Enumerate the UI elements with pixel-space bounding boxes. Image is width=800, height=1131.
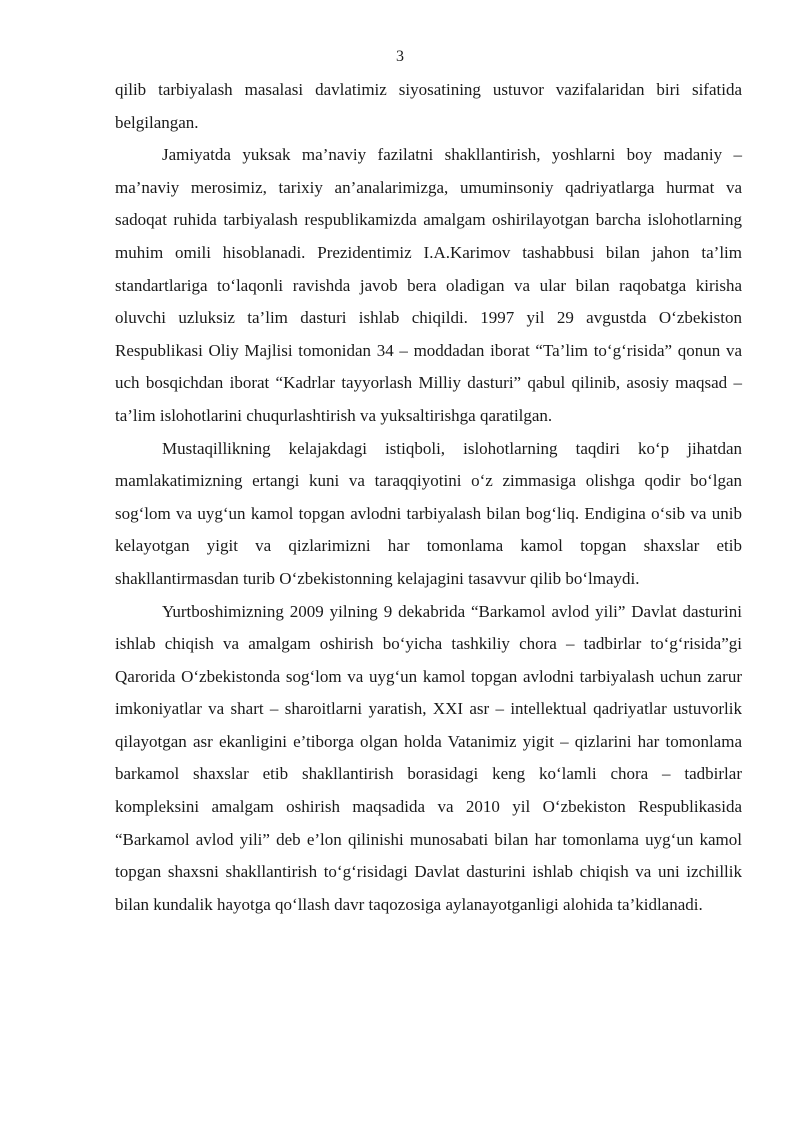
document-body — [115, 74, 742, 921]
paragraph: Jamiyatda yuksak ma’naviy fazilatni shakllantirish, yoshlarni boy madaniy – ma’naviy merosimiz, tarixiy an’analarimizga, umuminsoniy qadriyatlarga hurmat va sadoqat ruhida tarbiyalash respublikamizda amalgam oshirilayotgan barcha islohotlarning muhim omili hisoblanadi. Prezidentimiz I.A.Karimov tashabbusi bilan jahon ta’lim standartlariga to‘laqonli ravishda javob bera oladigan va ular bilan raqobatga kirisha oluvchi uzluksiz ta’lim dasturi ishlab chiqildi. 1997 yil 29 avgustda O‘zbekiston Respublikasi Oliy Majlisi tomonidan 34 – moddadan iborat “Ta’lim to‘g‘risida” qonun va uch bosqichdan iborat “Kadrlar tayyorlash Milliy dasturi” qabul qilinib, asosiy maqsad – ta’lim islohotlarini chuqurlashtirish va yuksaltirishga qaratilgan. — [115, 145, 742, 425]
paragraph-continuation: qilib tarbiyalash masalasi davlatimiz siyosatining ustuvor vazifalaridan biri sifatida belgilangan. — [115, 80, 742, 132]
paragraph: Mustaqillikning kelajakdagi istiqboli, islohotlarning taqdiri ko‘p jihatdan mamlakatimizning ertangi kuni va taraqqiyotini o‘z zimmasiga olishga qodir bo‘lgan sog‘lom va uyg‘un kamol topgan avlodni tarbiyalash bilan bog‘liq. Endigina o‘sib va unib kelayotgan yigit va qizlarimizni har tomonlama kamol topgan shaxslar etib shakllantirmasdan turib O‘zbekistonning kelajagini tasavvur qilib bo‘lmaydi. — [115, 438, 742, 588]
paragraph: Yurtboshimizning 2009 yilning 9 dekabrida “Barkamol avlod yili” Davlat dasturini ishlab chiqish va amalgam oshirish bo‘yicha tashkiliy chora – tadbirlar to‘g‘risida”gi Qarorida O‘zbekistonda sog‘lom va uyg‘un kamol topgan avlodni tarbiyalash uchun zarur imkoniyatlar va shart – sharoitlarni yaratish, XXI asr – intellektual qadriyatlar ustuvorlik qilayotgan asr ekanligini e’tiborga olgan holda Vatanimiz yigit – qizlarini har tomonlama barkamol shaxslar etib shakllantirish borasidagi keng ko‘lamli chora – tadbirlar kompleksini amalgam oshirish maqsadida va 2010 yil O‘zbekiston Respublikasida “Barkamol avlod yili” deb e’lon qilinishi munosabati bilan har tomonlama uyg‘un kamol topgan shaxsni shakllantirish to‘g‘risidagi Davlat dasturini ishlab chiqish va uni izchillik bilan kundalik hayotga qo‘llash davr taqozosiga aylanayotganligi alohida ta’kidlanadi. — [115, 601, 742, 914]
page-number: 3 — [396, 48, 404, 65]
